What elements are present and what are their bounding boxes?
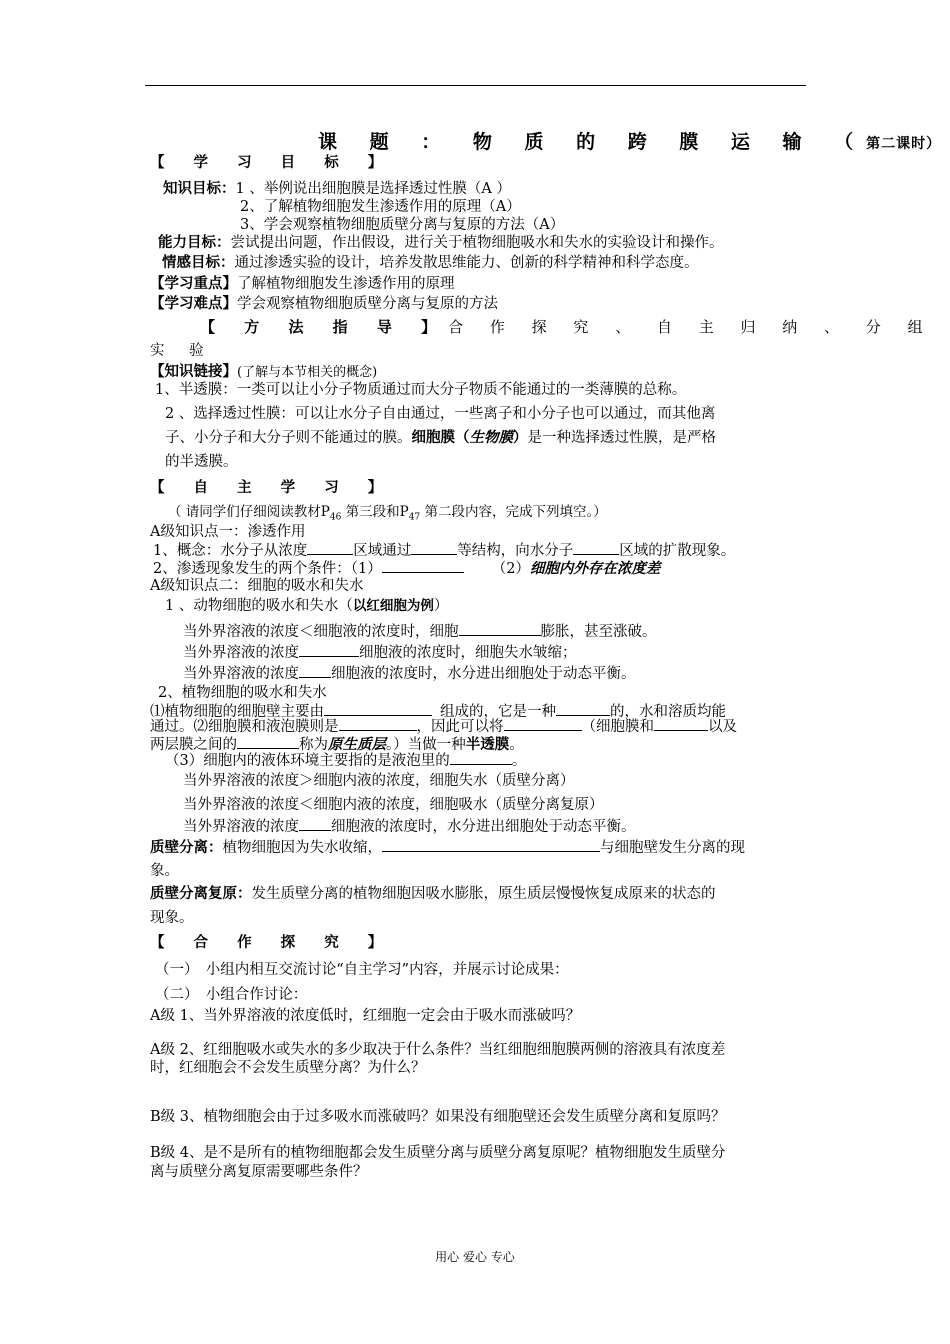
- selective-membrane-def-2: 子、小分子和大分子则不能通过的膜。细胞膜（生物膜）是一种选择透过性膜，是严格: [165, 429, 716, 446]
- plant-cell-heading: 2、植物细胞的吸水和失水: [158, 685, 327, 701]
- plant-cell-line-1: 当外界溶液的浓度＞细胞内液的浓度，细胞失水（质壁分离）: [183, 773, 575, 789]
- plasmolysis-def-1: 质壁分离：植物细胞因为失水收缩， 与细胞壁发生分离的现: [150, 839, 745, 856]
- deplasmolysis-def-2: 现象。: [150, 910, 194, 926]
- coop-item-2: （二） 小组合作讨论：: [155, 987, 308, 1003]
- selective-membrane-def-3: 的半透膜。: [165, 454, 238, 470]
- point-2-title: A级知识点二：细胞的吸水和失水: [150, 578, 364, 594]
- animal-cell-heading: 1 、动物细胞的吸水和失水（以红细胞为例）: [165, 598, 449, 614]
- plasmolysis-def-2: 象。: [150, 863, 179, 879]
- study-focus: 【学习重点】了解植物细胞发生渗透作用的原理: [150, 275, 455, 292]
- osmosis-conditions: 2、渗透现象发生的两个条件：（1） （2）细胞内外存在浓度差: [153, 560, 661, 577]
- self-study-header: 【 自 主 学 习 】: [150, 479, 395, 496]
- header-rule: [145, 85, 806, 86]
- plant-cell-line-2: 当外界溶液的浓度＜细胞内液的浓度，细胞吸水（质壁分离复原）: [183, 797, 604, 813]
- question-3: B级 3、植物细胞会由于过多吸水而涨破吗？如果没有细胞壁还会发生质壁分离和复原吗？: [150, 1109, 726, 1125]
- question-2-line-1: A级 2、红细胞吸水或失水的多少取决于什么条件？当红细胞细胞膜两侧的溶液具有浓度差: [150, 1042, 726, 1058]
- emotion-goal: 情感目标：通过渗透实验的设计，培养发散思维能力、创新的科学精神和科学态度。: [162, 254, 699, 271]
- page-title: 课 题 ： 物 质 的 跨 膜 运 输 （第二课时）: [318, 131, 942, 153]
- animal-cell-line-1: 当外界溶液的浓度＜细胞液的浓度时，细胞 膨胀，甚至涨破。: [183, 621, 657, 642]
- semipermeable-definition: 1、半透膜：一类可以让小分子物质通过而大分子物质不能通过的一类薄膜的总称。: [155, 382, 687, 398]
- goals-header: 【 学 习 目 标 】: [150, 154, 395, 171]
- plant-cell-membrane: 通过。⑵细胞膜和液泡膜则是 ，因此可以将 （细胞膜和 以及: [150, 716, 737, 737]
- question-1: A级 1、当外界溶液的浓度低时，红细胞一定会由于吸水而涨破吗？: [150, 1008, 581, 1024]
- deplasmolysis-def-1: 质壁分离复原：发生质壁分离的植物细胞因吸水膨胀，原生质层慢慢恢复成原来的状态的: [150, 885, 716, 902]
- animal-cell-line-2: 当外界溶液的浓度 细胞液的浓度时，细胞失水皱缩；: [183, 642, 577, 663]
- point-1-title: A级知识点一：渗透作用: [150, 524, 306, 540]
- knowledge-goal-3: 3、学会观察植物细胞质壁分离与复原的方法（A）: [240, 217, 565, 233]
- method-guide-cont: 实 验: [150, 343, 214, 359]
- plant-cell-wall: ⑴植物细胞的细胞壁主要由 组成的，它是一种 的，水和溶质均能: [150, 701, 726, 722]
- self-study-instruction: （ 请同学们仔细阅读教材$P_{46}$ 第三段和$P_{47}$ 第二段内容，完成下列填空。）: [168, 504, 607, 523]
- question-2-line-2: 时，红细胞会不会发生质壁分离？为什么？: [150, 1060, 426, 1076]
- method-guide: 【 方 法 指 导 】合 作 探 究 、 自 主 归 纳 、 分 组: [200, 318, 934, 336]
- selective-membrane-def-1: 2 、选择透过性膜：可以让水分子自由通过，一些离子和小分子也可以通过，而其他离: [165, 406, 716, 422]
- plant-cell-protoplast: 两层膜之间的 称为原生质层。）当做一种半透膜。: [150, 736, 524, 753]
- knowledge-goal-2: 2、了解植物细胞发生渗透作用的原理（A）: [240, 199, 521, 215]
- animal-cell-line-3: 当外界溶液的浓度 细胞液的浓度时，水分进出细胞处于动态平衡。: [183, 663, 636, 684]
- question-4-line-2: 离与质壁分离复原需要哪些条件？: [150, 1164, 368, 1180]
- ability-goal: 能力目标：尝试提出问题，作出假设，进行关于植物细胞吸水和失水的实验设计和操作。: [158, 234, 724, 251]
- coop-item-1: （一） 小组内相互交流讨论“自主学习”内容，并展示讨论成果：: [155, 962, 569, 978]
- osmosis-concept: 1、概念：水分子从浓度 区域通过 等结构，向水分子 区域的扩散现象。: [153, 540, 735, 561]
- page-footer: 用心 爱心 专心: [435, 1250, 515, 1264]
- knowledge-goal-1: 知识目标：1 、举例说出细胞膜是选择透过性膜（A ）: [163, 180, 511, 197]
- study-difficulty: 【学习难点】学会观察植物细胞质壁分离与复原的方法: [150, 295, 498, 312]
- plant-cell-line-3: 当外界溶液的浓度 细胞液的浓度时，水分进出细胞处于动态平衡。: [183, 816, 636, 837]
- plant-cell-vacuole: （3）细胞内的液体环境主要指的是液泡里的 。: [165, 750, 526, 771]
- knowledge-link-header: 【知识链接】(了解与本节相关的概念): [150, 363, 378, 380]
- coop-header: 【 合 作 探 究 】: [150, 934, 395, 951]
- question-4-line-1: B级 4、是不是所有的植物细胞都会发生质壁分离与质壁分离复原呢？植物细胞发生质壁分: [150, 1145, 726, 1161]
